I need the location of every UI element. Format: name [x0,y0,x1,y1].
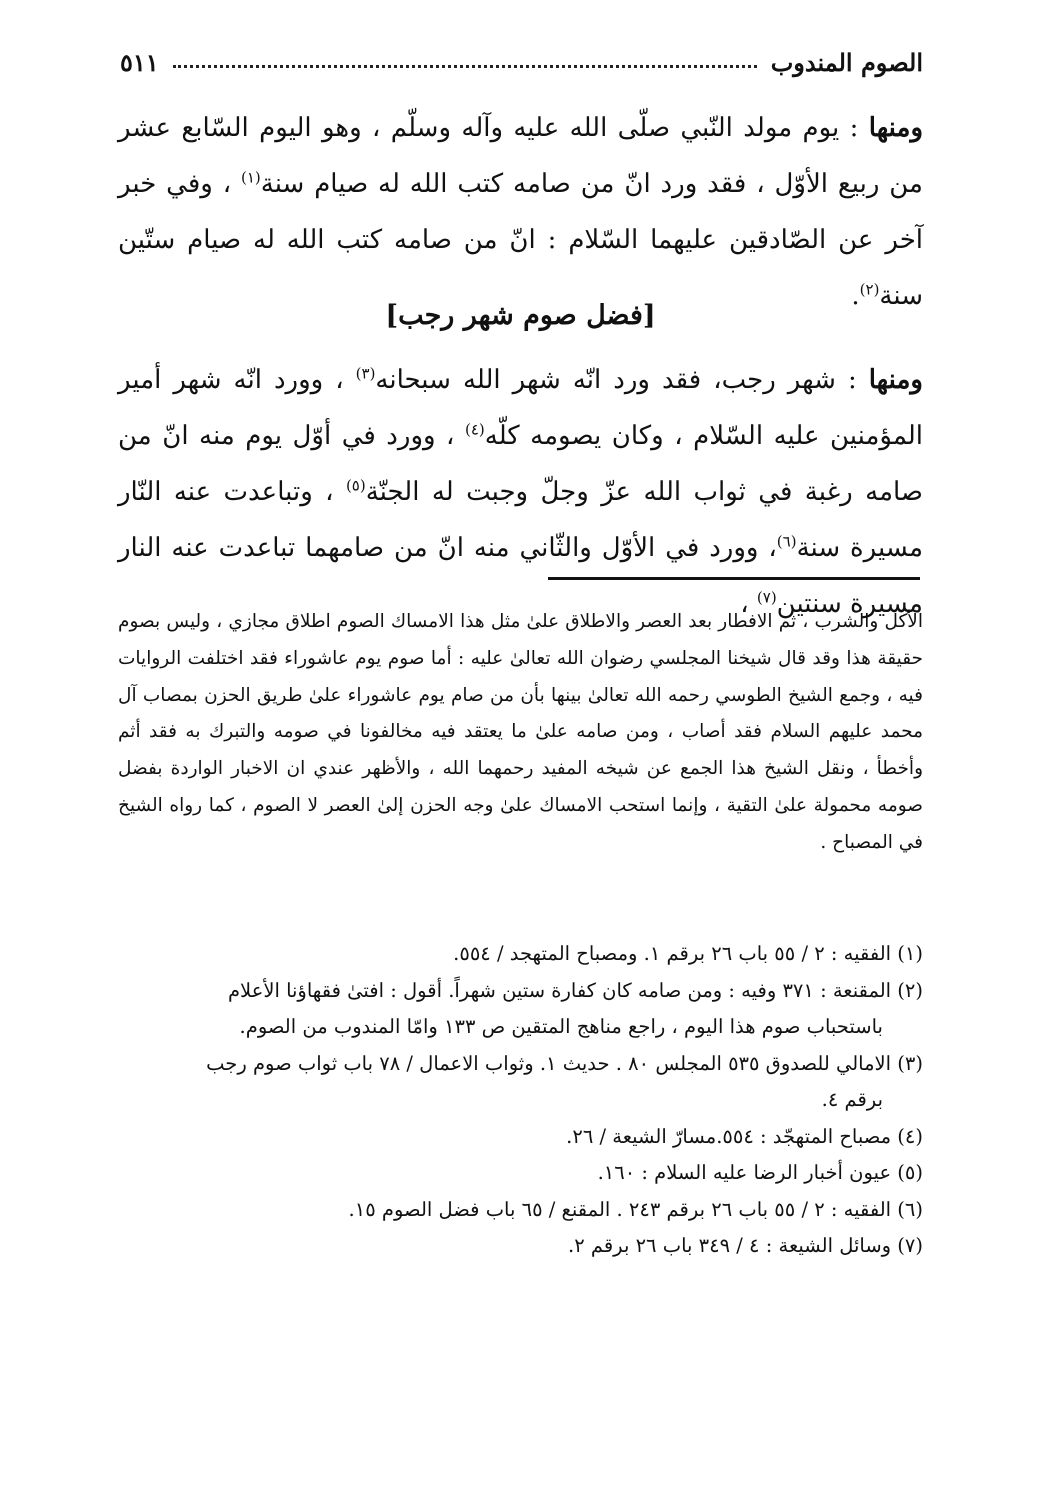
footnote-ref[interactable]: (٢) [859,280,880,299]
footnote-continuation: برقم ٤. [821,1088,883,1111]
paragraph-text: ، وورد انّه شهر أمير المؤمنين عليه السّلام ، وكان يصومه كلّه [118,365,924,451]
footnote-text: (٣) الامالي للصدوق ٥٣٥ المجلس ٨٠ . حديث ١. وثواب الاعمال / ٧٨ باب ثواب صوم رجب [206,1051,923,1075]
footnote-ref[interactable]: (٣) [355,364,376,383]
commentary-text: الأكل والشرب ، ثم الافطار بعد العصر والاطلاق علىٰ مثل هذا الامساك الصوم اطلاق مجازي ، وليس بصوم حقيقة هذا وقد قال شيخنا المجلسي رضوان الله تعالىٰ عليه : أما صوم يوم عاشوراء فقد اختلفت الروايات فيه ، وجمع الشيخ الطوسي رحمه الله تعالىٰ بينها بأن من صام يوم عاشوراء علىٰ طريق الحزن بمصاب آل محمد عليهم السلام فقد أصاب ، ومن صامه علىٰ ما يعتقد فيه مخالفونا في صومه والتبرك به فقد أثم وأخطأ ، ونقل الشيخ هذا الجمع عن شيخه المفيد رحمهما الله ، والأظهر عندي ان الاخبار الواردة بفضل صومه محمولة علىٰ التقية ، وإنما استحب الامساك علىٰ وجه الحزن إلىٰ العصر لا الصوم ، كما رواه الشيخ في المصباح . [118,611,923,853]
footnote-text: (٥) عيون أخبار الرضا عليه السلام : ١٦٠. [597,1161,923,1184]
footnote-separator [548,577,920,580]
footnote [118,973,923,1046]
paragraph-text: : شهر رجب، فقد ورد انّه شهر الله سبحانه [375,365,869,395]
paragraph-text: ، وورد في الأوّل والثّاني منه انّ من صامهما تباعدت عنه النار مسيرة سنتين [118,533,923,619]
footnote-ref[interactable]: (٦) [776,532,797,551]
footnote-ref[interactable]: (٧) [756,588,777,607]
paragraph-lead: ومنها [868,365,923,395]
paragraph-rajab [118,352,923,632]
running-title: الصوم المندوب [770,47,923,77]
paragraph-text: ، وورد في أوّل يوم منه انّ من صامه رغبة في ثواب الله عزّ وجلّ وجبت له الجنّة [118,421,923,507]
paragraph-text: . [851,281,860,311]
section-heading: [فضل صوم شهر رجب] [385,300,656,331]
footnote [118,1155,923,1192]
paragraph-text: : يوم مولد النّبي صلّى الله عليه وآله وسلّم ، وهو اليوم السّابع عشر من ربيع الأوّل ، فقد ورد انّ من صامه كتب الله له صيام سنة [118,113,923,199]
footnote [118,936,923,973]
footnotes [118,936,923,1265]
paragraph-text: ، وفي خبر آخر عن الصّادقين عليهما السّلام : انّ من صامه كتب الله له صيام ستّين سنة [118,169,923,311]
paragraph-lead: ومنها [868,113,923,143]
footnote-ref[interactable]: (١) [240,168,261,187]
footnote [118,1228,923,1265]
page-header [120,42,923,82]
footnote-text: (٦) الفقيه : ٢ / ٥٥ باب ٢٦ برقم ٢٤٣ . المقنع / ٦٥ باب فضل الصوم ١٥. [348,1197,923,1221]
footnote-ref[interactable]: (٤) [464,420,485,439]
footnote-ref[interactable]: (٥) [345,476,366,495]
footnote-text: (٢) المقنعة : ٣٧١ وفيه : ومن صامه كان كفارة ستين شهراً. أقول : افتىٰ فقهاؤنا الأعلام [227,978,923,1002]
footnote [118,1046,923,1119]
footnote [118,1192,923,1229]
dotted-leader [173,65,757,68]
footnote-text: (٧) وسائل الشيعة : ٤ / ٣٤٩ باب ٢٦ برقم ٢. [568,1234,923,1257]
footnote [118,1119,923,1156]
paragraph-text: ، [740,589,757,619]
paragraph-text: ، وتباعدت عنه النّار مسيرة سنة [118,477,923,563]
footnote-text: (٤) مصباح المتهجّد : ٥٥٤.مسارّ الشيعة / ٢٦. [566,1124,923,1148]
footnote-text: (١) الفقيه : ٢ / ٥٥ باب ٢٦ برقم ١. ومصباح المتهجد / ٥٥٤. [453,942,923,965]
paragraph-prophet-birthday [118,100,923,324]
footnote-continuation: باستحباب صوم هذا اليوم ، راجع مناهج المتقين ص ١٣٣ وامّا المندوب من الصوم. [239,1015,883,1038]
page-number: ٥١١ [120,47,159,77]
